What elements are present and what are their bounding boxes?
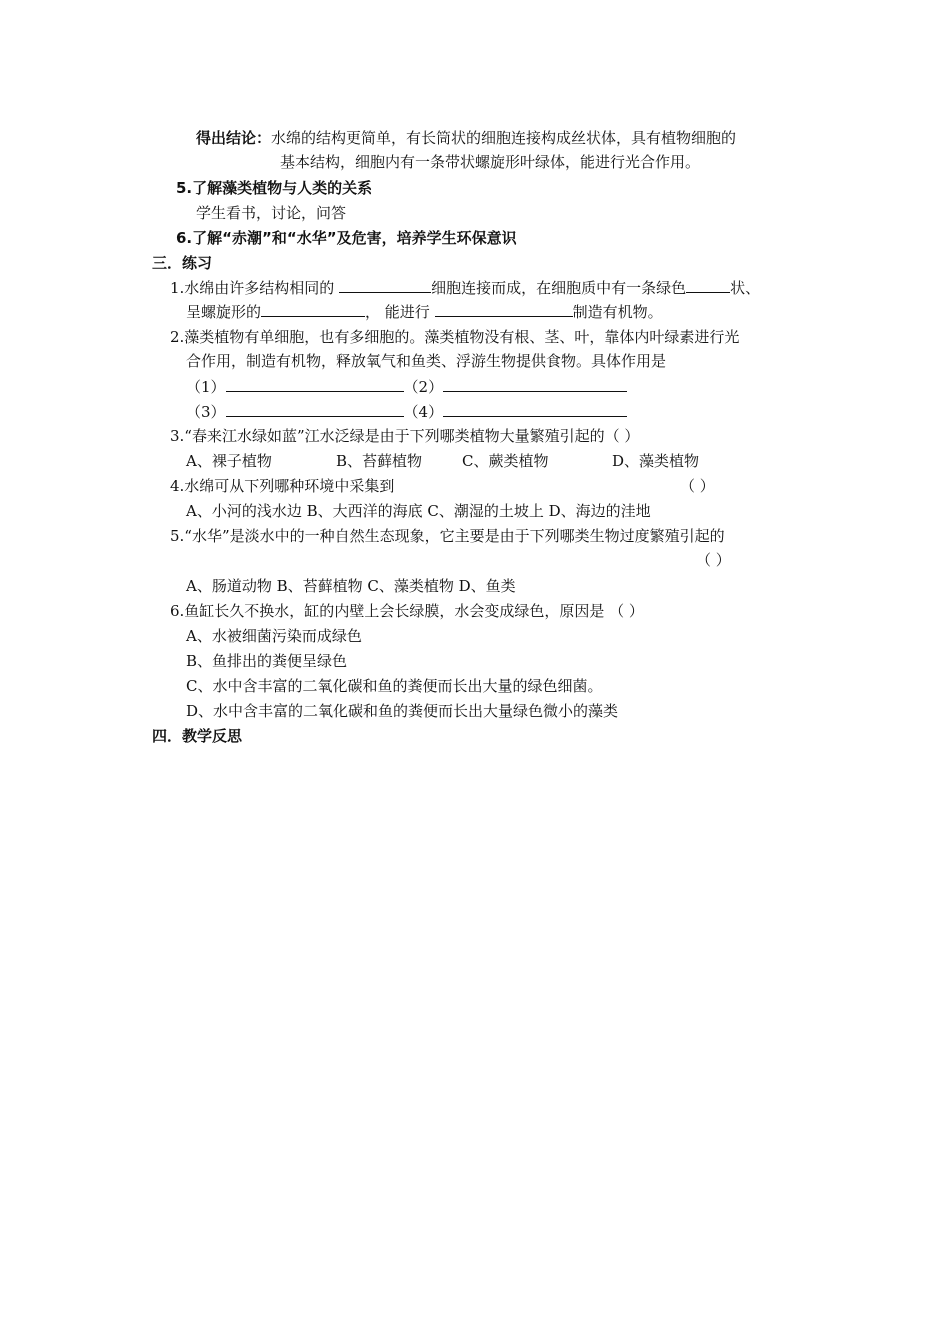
q1-blank-1	[339, 277, 431, 293]
q5-answer-paren: （ ）	[696, 551, 731, 569]
q1-line-2	[186, 301, 663, 322]
q2-line-1: 2.藻类植物有单细胞，也有多细胞的。藻类植物没有根、茎、叶，靠体内叶绿素进行光	[170, 328, 740, 346]
q6-option-d: D、水中含丰富的二氧化碳和鱼的粪便而长出大量绿色微小的藻类	[186, 702, 619, 720]
q2-answer-row-2	[186, 401, 627, 422]
q2-label-3: （3）	[186, 403, 226, 421]
q4-answer-paren: （ ）	[680, 477, 715, 495]
q1-part-c: 状、	[730, 279, 761, 297]
q3-option-b: B、苔藓植物	[336, 452, 423, 470]
conclusion-text-1: 水绵的结构更简单，有长筒状的细胞连接构成丝状体，具有植物细胞的	[271, 129, 737, 147]
q4-options: A、小河的浅水边 B、大西洋的海底 C、潮湿的土坡上 D、海边的洼地	[186, 502, 651, 520]
section3-heading: 三．练习	[152, 254, 213, 272]
q5-options: A、肠道动物 B、苔藓植物 C、藻类植物 D、鱼类	[186, 577, 516, 595]
item6-heading: 6.了解“赤潮”和“水华”及危害，培养学生环保意识	[176, 229, 517, 247]
q1-blank-2	[686, 277, 730, 293]
q2-label-1: （1）	[186, 378, 226, 396]
item5-heading: 5.了解藻类植物与人类的关系	[176, 179, 373, 197]
q1-part-e: ， 能进行	[365, 303, 430, 321]
conclusion-line-1	[196, 128, 736, 148]
q2-label-4: （4）	[403, 403, 444, 421]
q2-blank-4	[443, 401, 627, 417]
q6-option-c: C、水中含丰富的二氧化碳和鱼的粪便而长出大量的绿色细菌。	[186, 677, 603, 695]
q3-stem: 3.“春来江水绿如蓝”江水泛绿是由于下列哪类植物大量繁殖引起的（ ）	[170, 427, 640, 445]
section4-heading: 四．教学反思	[152, 727, 243, 745]
q6-option-b: B、鱼排出的粪便呈绿色	[186, 652, 348, 670]
q2-line-2: 合作用，制造有机物，释放氧气和鱼类、浮游生物提供食物。具体作用是	[186, 352, 667, 370]
conclusion-label: 得出结论：	[196, 129, 272, 147]
q1-blank-4	[435, 301, 573, 317]
q1-part-d: 呈螺旋形的	[186, 303, 262, 321]
q5-stem: 5.“水华”是淡水中的一种自然生态现象，它主要是由于下列哪类生物过度繁殖引起的	[170, 527, 725, 545]
q1-part-f: 制造有机物。	[572, 303, 663, 321]
q1-part-a: 1.水绵由许多结构相同的	[170, 279, 335, 297]
q2-blank-3	[226, 401, 404, 417]
q3-option-d: D、藻类植物	[612, 452, 700, 470]
item5-text: 学生看书，讨论，问答	[196, 204, 347, 222]
q1-part-b: 细胞连接而成，在细胞质中有一条绿色	[431, 279, 687, 297]
q6-option-a: A、水被细菌污染而成绿色	[186, 627, 362, 645]
q6-stem: 6.鱼缸长久不换水，缸的内壁上会长绿膜，水会变成绿色，原因是 （ ）	[170, 602, 644, 620]
q2-answer-row-1	[186, 376, 627, 397]
q3-option-a: A、裸子植物	[186, 452, 272, 470]
q3-option-c: C、蕨类植物	[462, 452, 549, 470]
q2-blank-1	[226, 376, 404, 392]
q2-blank-2	[443, 376, 627, 392]
q2-label-2: （2）	[403, 378, 444, 396]
q4-stem: 4.水绵可从下列哪种环境中采集到	[170, 477, 395, 495]
q1-line-1	[170, 277, 760, 298]
q1-blank-3	[261, 301, 365, 317]
conclusion-line-2: 基本结构，细胞内有一条带状螺旋形叶绿体，能进行光合作用。	[280, 153, 701, 171]
